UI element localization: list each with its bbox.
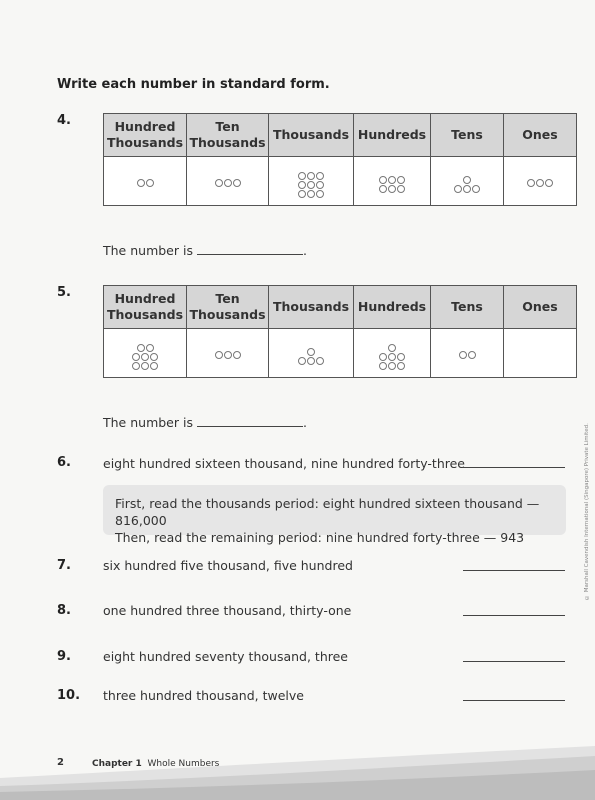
hint-line: Then, read the remaining period: nine hundred forty-three — 943	[115, 530, 525, 545]
counter-dot	[379, 176, 387, 184]
place-value-counters	[215, 179, 241, 187]
header-hundred-thousands: Hundred Thousands	[104, 286, 187, 329]
header-thousands: Thousands	[269, 286, 354, 329]
counter-dot	[397, 185, 405, 193]
counter-dot	[316, 172, 324, 180]
question-number: 8.	[57, 603, 71, 618]
question-number: 5.	[57, 285, 71, 300]
counter-dot	[298, 181, 306, 189]
place-value-table	[103, 113, 577, 206]
dot-cell	[187, 157, 269, 206]
counter-dot	[132, 362, 140, 370]
place-value-counters	[298, 348, 324, 365]
counter-dot	[233, 179, 241, 187]
question-number: 6.	[57, 455, 71, 470]
counter-dot	[307, 348, 315, 356]
counter-dot	[388, 344, 396, 352]
copyright-notice: © Marshall Cavendish International (Singapore) Private Limited.	[584, 423, 590, 600]
counter-dot	[388, 362, 396, 370]
question-number: 10.	[57, 688, 81, 703]
counter-dot	[141, 362, 149, 370]
place-value-counters	[132, 344, 158, 370]
counter-dot	[233, 351, 241, 359]
question-text: six hundred five thousand, five hundred	[103, 558, 353, 573]
dot-cell	[187, 329, 269, 378]
place-value-counters	[459, 351, 476, 359]
counter-dot	[307, 172, 315, 180]
chapter-footer	[92, 759, 219, 769]
place-value-dot-row	[104, 329, 577, 378]
counter-dot	[379, 353, 387, 361]
question-text: one hundred three thousand, thirty-one	[103, 603, 352, 618]
counter-dot	[298, 357, 306, 365]
answer-blank[interactable]	[463, 699, 565, 701]
question-text: eight hundred sixteen thousand, nine hundred forty-three	[103, 456, 465, 471]
question-text: eight hundred seventy thousand, three	[103, 649, 348, 664]
counter-dot	[146, 344, 154, 352]
place-value-counters	[527, 179, 553, 187]
counter-dot	[536, 179, 544, 187]
place-value-counters	[298, 172, 324, 198]
counter-dot	[307, 357, 315, 365]
counter-dot	[137, 179, 145, 187]
counter-dot	[141, 353, 149, 361]
counter-dot	[397, 176, 405, 184]
counter-dot	[298, 172, 306, 180]
question-number: 4.	[57, 113, 71, 128]
hint-box	[103, 485, 566, 545]
place-value-dot-row	[104, 157, 577, 206]
header-hundreds: Hundreds	[354, 114, 431, 157]
counter-dot	[307, 190, 315, 198]
dot-cell	[504, 329, 577, 378]
hint-line: First, read the thousands period: eight hundred sixteen thousand — 816,000	[115, 496, 540, 528]
counter-dot	[307, 181, 315, 189]
place-value-counters	[379, 176, 405, 193]
counter-dot	[459, 351, 467, 359]
counter-dot	[215, 351, 223, 359]
answer-blank[interactable]	[463, 569, 565, 571]
answer-blank[interactable]	[463, 466, 565, 468]
dot-cell	[269, 157, 354, 206]
dot-cell	[104, 157, 187, 206]
header-tens: Tens	[431, 114, 504, 157]
counter-dot	[397, 362, 405, 370]
counter-dot	[397, 353, 405, 361]
place-value-counters	[379, 344, 405, 370]
footer-wave-decoration	[0, 740, 595, 800]
counter-dot	[463, 176, 471, 184]
counter-dot	[379, 185, 387, 193]
answer-blank[interactable]	[197, 425, 303, 427]
header-hundreds: Hundreds	[354, 286, 431, 329]
answer-line-q4: The number is .	[103, 243, 307, 258]
answer-blank[interactable]	[197, 253, 303, 255]
counter-dot	[132, 353, 140, 361]
counter-dot	[150, 353, 158, 361]
counter-dot	[454, 185, 462, 193]
counter-dot	[316, 190, 324, 198]
dot-cell	[269, 329, 354, 378]
counter-dot	[388, 185, 396, 193]
place-value-counters	[454, 176, 480, 193]
dot-cell	[104, 329, 187, 378]
chapter-label: Chapter 1	[92, 759, 142, 769]
question-text: three hundred thousand, twelve	[103, 688, 304, 703]
counter-dot	[545, 179, 553, 187]
counter-dot	[224, 179, 232, 187]
counter-dot	[316, 357, 324, 365]
counter-dot	[298, 190, 306, 198]
dot-cell	[431, 157, 504, 206]
counter-dot	[463, 185, 471, 193]
page-number: 2	[57, 757, 64, 768]
counter-dot	[146, 179, 154, 187]
counter-dot	[388, 176, 396, 184]
instructions-heading: Write each number in standard form.	[57, 77, 330, 92]
header-tens: Tens	[431, 286, 504, 329]
header-ones: Ones	[504, 114, 577, 157]
answer-blank[interactable]	[463, 660, 565, 662]
counter-dot	[150, 362, 158, 370]
counter-dot	[527, 179, 535, 187]
chapter-title: Whole Numbers	[147, 759, 220, 769]
counter-dot	[137, 344, 145, 352]
place-value-table	[103, 285, 577, 378]
dot-cell	[504, 157, 577, 206]
dot-cell	[354, 157, 431, 206]
counter-dot	[316, 181, 324, 189]
question-number: 9.	[57, 649, 71, 664]
dot-cell	[431, 329, 504, 378]
dot-cell	[354, 329, 431, 378]
counter-dot	[472, 185, 480, 193]
counter-dot	[388, 353, 396, 361]
header-ones: Ones	[504, 286, 577, 329]
answer-blank[interactable]	[463, 614, 565, 616]
answer-line-q5: The number is .	[103, 415, 307, 430]
question-number: 7.	[57, 558, 71, 573]
place-value-counters	[137, 179, 154, 187]
counter-dot	[379, 362, 387, 370]
place-value-header-row	[104, 114, 577, 157]
place-value-counters	[215, 351, 241, 359]
header-thousands: Thousands	[269, 114, 354, 157]
counter-dot	[224, 351, 232, 359]
counter-dot	[468, 351, 476, 359]
header-hundred-thousands: Hundred Thousands	[104, 114, 187, 157]
place-value-header-row	[104, 286, 577, 329]
counter-dot	[215, 179, 223, 187]
header-ten-thousands: Ten Thousands	[187, 286, 269, 329]
header-ten-thousands: Ten Thousands	[187, 114, 269, 157]
